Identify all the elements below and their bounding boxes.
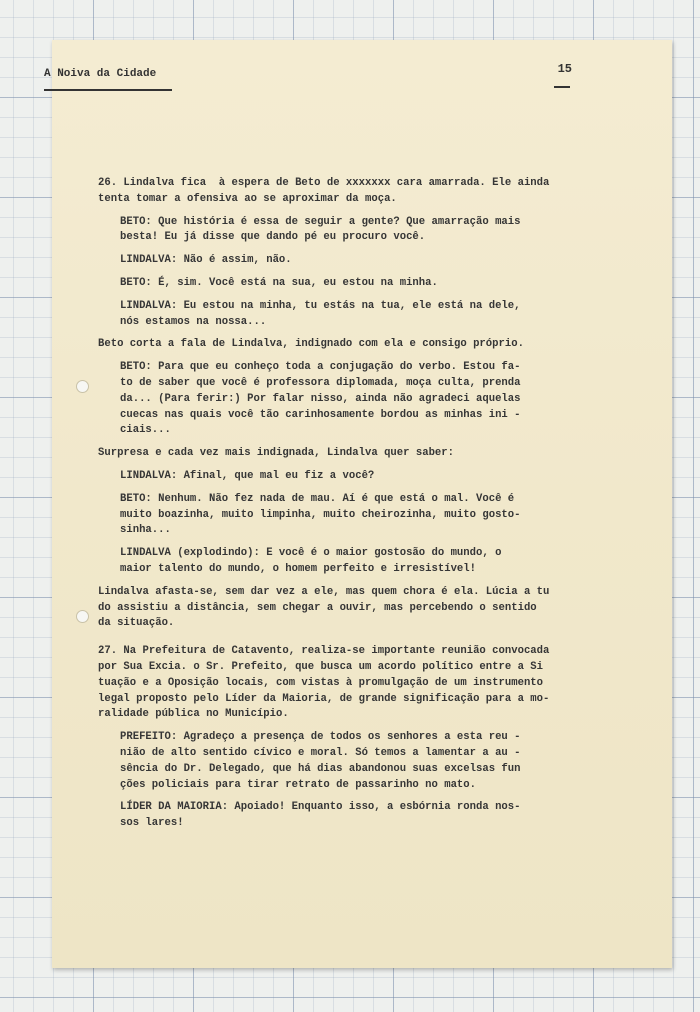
- page-number-underline: [554, 86, 570, 88]
- dialogue-line: BETO: É, sim. Você está na sua, eu estou na minha.: [120, 276, 438, 289]
- stage-direction: Lindalva afasta-se, sem dar vez a ele, mas quem chora é ela. Lúcia a tu do assistiu a distância, sem chegar a ouvir, mas percebendo o sentido da situação.: [98, 585, 550, 630]
- dialogue-line: LINDALVA: Eu estou na minha, tu estás na tua, ele está na dele, nós estamos na nossa...: [120, 299, 521, 328]
- header-title: A Noiva da Cidade: [44, 68, 157, 80]
- stage-direction: Beto corta a fala de Lindalva, indignado com ela e consigo próprio.: [98, 338, 524, 351]
- script-body: [98, 176, 618, 839]
- title-underline: [44, 89, 172, 91]
- scene-paragraph: 26. Lindalva fica à espera de Beto de xxxxxxx cara amarrada. Ele ainda tenta tomar a ofensiva ao se aproximar da moça.: [98, 177, 550, 205]
- dialogue-line: LINDALVA: Afinal, que mal eu fiz a você?: [120, 469, 375, 482]
- scene-paragraph: 27. Na Prefeitura de Catavento, realiza-se importante reunião convocada por Sua Excia. o Sr. Prefeito, que busca um acordo político entre a Si tuação e a Oposição locais, com vistas à promulgação de um instrumento legal proposto pelo Líder da Maioria, de grande significação para a mo- ralidade pública no Município.: [98, 645, 550, 721]
- dialogue-line: BETO: Que história é essa de seguir a gente? Que amarração mais besta! Eu já disse que dando pé eu procuro você.: [120, 215, 521, 244]
- dialogue-line: LÍDER DA MAIORIA: Apoiado! Enquanto isso, a esbórnia ronda nos- sos lares!: [120, 801, 521, 830]
- dialogue-line: BETO: Nenhum. Não fez nada de mau. Aí é que está o mal. Você é muito boazinha, muito limpinha, muito cheirozinha, muito gosto- sinha...: [120, 492, 521, 537]
- punch-hole: [76, 380, 89, 393]
- page-number: 15: [557, 62, 572, 76]
- stage-direction: Surpresa e cada vez mais indignada, Lindalva quer saber:: [98, 447, 455, 460]
- dialogue-line: PREFEITO: Agradeço a presença de todos os senhores a esta reu - nião de alto sentido cívico e moral. Só temos a lamentar a au - sência do Dr. Delegado, que há dias abandonou suas excelsas fun ções policiais para tirar retrato de passarinho no mato.: [120, 731, 521, 791]
- page-header: [44, 62, 572, 98]
- dialogue-line: BETO: Para que eu conheço toda a conjugação do verbo. Estou fa- to de saber que você é professora diplomada, moça culta, prenda da... (Para ferir:) Por falar nisso, ainda não agradeci aquelas cuecas nas quais você tão carinhosamente bordou as minhas ini - ciais...: [120, 361, 521, 437]
- punch-hole: [76, 610, 89, 623]
- dialogue-line: LINDALVA (explodindo): E você é o maior gostosão do mundo, o maior talento do mundo, o homem perfeito e irresistível!: [120, 547, 502, 575]
- dialogue-line: LINDALVA: Não é assim, não.: [120, 254, 292, 267]
